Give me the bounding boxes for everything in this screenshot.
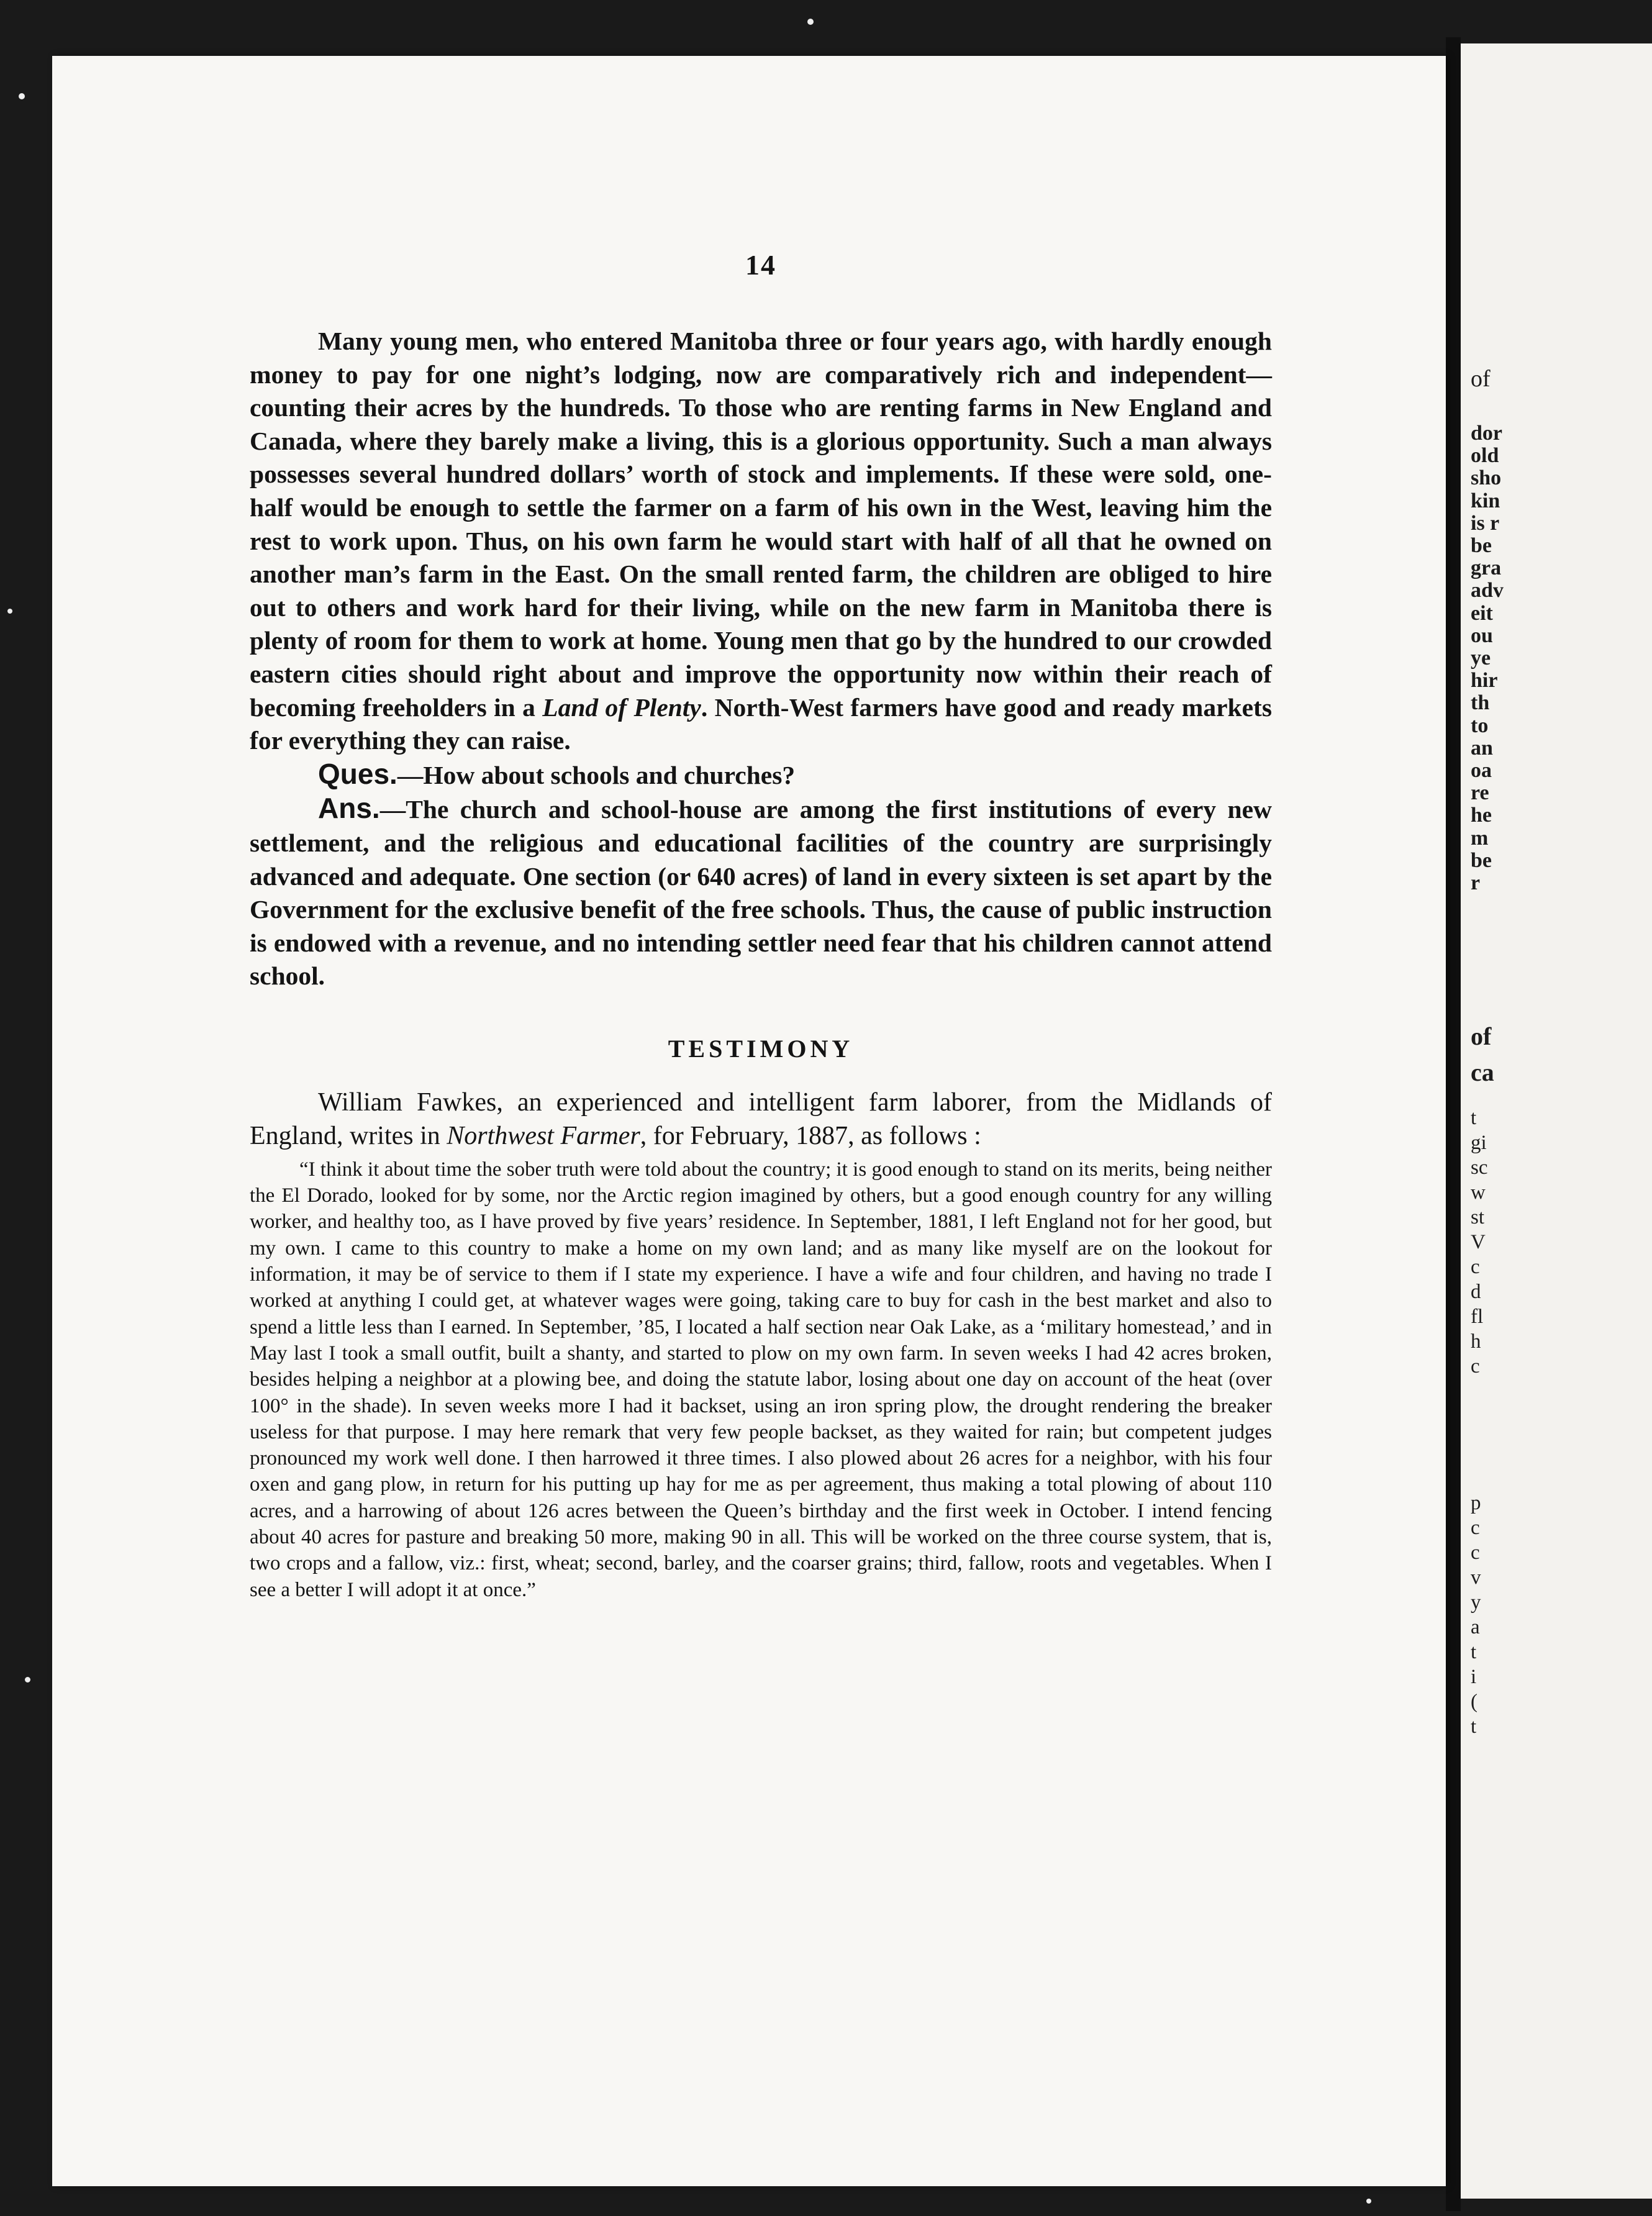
right-fragment-line: r [1471, 871, 1481, 895]
right-fragment-line: st [1471, 1206, 1485, 1228]
right-page-column-a [1471, 422, 1504, 894]
page-number: 14 [745, 249, 776, 281]
scan-speck [807, 19, 814, 25]
right-fragment-line: an [1471, 736, 1493, 760]
right-fragment-line: t [1471, 1715, 1477, 1738]
right-page-top-fragment [1471, 366, 1491, 391]
right-page-heading-fragment [1471, 1019, 1494, 1091]
right-fragment-line: sho [1471, 466, 1502, 490]
publication-title: Northwest Farmer [447, 1121, 640, 1150]
paragraph-text-end: . North-West farmers have good and ready markets for everything they can raise. [250, 692, 1272, 755]
right-fragment-line: V [1471, 1231, 1486, 1253]
right-fragment-line: kin [1471, 489, 1500, 512]
question-label: Ques. [318, 757, 397, 790]
scan-speck [1366, 2199, 1371, 2204]
right-fragment-line: th [1471, 691, 1490, 715]
right-fragment-line: gi [1471, 1132, 1487, 1154]
right-fragment-line: ou [1471, 624, 1493, 647]
right-fragment-line: v [1471, 1566, 1481, 1589]
right-fragment-line: old [1471, 444, 1499, 468]
right-fragment-line: oa [1471, 759, 1492, 783]
right-fragment-line: ( [1471, 1691, 1477, 1713]
right-fragment-line: i [1471, 1666, 1477, 1688]
right-fragment-line: c [1471, 1542, 1480, 1564]
right-fragment-line: c [1471, 1355, 1480, 1378]
right-fragment-line: sc [1471, 1156, 1488, 1179]
testimony-intro [250, 1086, 1272, 1153]
right-fragment-line: gra [1471, 556, 1502, 580]
right-fragment-line: t [1471, 1107, 1477, 1129]
right-fragment-line: dor [1471, 422, 1502, 445]
right-fragment-line: c [1471, 1256, 1480, 1278]
right-fragment-line: p [1471, 1492, 1481, 1514]
answer-text: —The church and school-house are among the first institutions of every new settlement, and the religious and educational facilities of the country are surprisingly advanced and adequate. One section (or 640 acres) of land in every sixteen is set apart by the Government for the exclusive benefit of the free schools. Thus, the cause of public instruction is endowed with a revenue, and no intending settler need fear that his children cannot attend school. [250, 795, 1272, 991]
right-fragment-heading: of [1471, 1022, 1492, 1050]
right-fragment-line: a [1471, 1616, 1480, 1638]
right-fragment-line: is r [1471, 511, 1500, 535]
right-fragment-line: be [1471, 534, 1492, 558]
right-fragment-line: adv [1471, 579, 1504, 602]
right-fragment-line: m [1471, 826, 1489, 850]
question-paragraph [250, 758, 1272, 792]
testimony-intro-text: William Fawkes, an experienced and intelligent farm laborer, from the Midlands of England, writes in [250, 1088, 1272, 1150]
right-fragment-top: of [1471, 366, 1491, 392]
land-of-plenty-italic: Land of Plenty [542, 692, 701, 722]
right-fragment-heading: ca [1471, 1058, 1494, 1086]
right-page-column-b [1471, 1106, 1488, 1379]
right-fragment-line: y [1471, 1591, 1481, 1614]
right-fragment-line: fl [1471, 1306, 1484, 1328]
book-gutter [1446, 37, 1461, 2211]
right-fragment-line: d [1471, 1281, 1481, 1303]
paragraph-text: Many young men, who entered Manitoba three or four years ago, with hardly enough money to pay for one night’s lodging, now are comparatively rich and independent—counting their acres by the hundreds. To those who are renting farms in New England and Canada, where they barely make a living, this is a glorious opportunity. Such a man always possesses several hundred dollars’ worth of stock and implements. If these were sold, one-half would be enough to settle the farmer on a farm of his own in the West, leaving him the rest to work upon. Thus, on his own farm he would start with half of all that he owned on another man’s farm in the East. On the small rented farm, the children are obliged to hire out to others and work hard for their living, while on the new farm in Manitoba there is plenty of room for them to work at home. Young men that go by the hundred to our crowded eastern cities should right about and improve the opportunity now within their reach of becoming freeholders in a [250, 327, 1272, 722]
right-fragment-line: hir [1471, 669, 1498, 692]
right-fragment-line: he [1471, 804, 1492, 827]
right-fragment-line: be [1471, 848, 1492, 872]
right-fragment-line: t [1471, 1641, 1477, 1663]
right-fragment-line: c [1471, 1517, 1480, 1539]
section-heading: TESTIMONY [668, 1034, 854, 1063]
question-text: —How about schools and churches? [397, 760, 796, 789]
paragraph-manitoba [250, 325, 1272, 758]
right-fragment-line: ye [1471, 647, 1491, 670]
right-fragment-line: h [1471, 1330, 1481, 1353]
right-fragment-line: w [1471, 1181, 1486, 1204]
right-page-column-c [1471, 1491, 1481, 1739]
answer-paragraph [250, 792, 1272, 993]
scan-speck [25, 1677, 30, 1682]
scan-speck [19, 93, 25, 99]
testimony-intro-end: , for February, 1887, as follows : [640, 1121, 981, 1150]
answer-label: Ans. [318, 792, 380, 825]
left-page-text [250, 248, 1272, 1603]
scan-speck [7, 609, 12, 614]
right-fragment-line: to [1471, 714, 1489, 737]
testimony-quote: “I think it about time the sober truth were told about the country; it is good enough to stand on its merits, being neither the El Dorado, looked for by some, nor the Arctic region imagined by others, but a good enough country for any willing worker, and healthy too, as I have proved by five years’ residence. In September, 1881, I left England not for her good, but my own. I came to this country to make a home on my own land; and as many like myself are on the lookout for information, it may be of service to them if I state my experience. I have a wife and four children, and having no trade I worked at anything I could get, at whatever wages were going, taking care to buy for cash in the best market and also to spend a little less than I earned. In September, ’85, I located a half section near Oak Lake, as a ‘military homestead,’ and in May last I took a small outfit, built a shanty, and started to plow on my own farm. In seven weeks I had 42 acres broken, besides helping a neighbor at a plowing bee, and doing the statute labor, losing about one day on account of the heat (over 100° in the shade). In seven weeks more I had it backset, using an iron spring plow, the drought rendering the breaker useless for that purpose. I may here remark that very few people backset, as they waited for rain; but competent judges pronounced my work well done. I then harrowed it three times. I also plowed about 26 acres for a neighbor, with his four oxen and gang plow, in return for his putting up hay for me as per agreement, thus making a total plowing of about 110 acres, and a harrowing of about 126 acres between the Queen’s birthday and the first week in October. I intend fencing about 40 acres for pasture and breaking 50 more, making 90 in all. This will be worked on the three course system, that is, two crops and a fallow, viz.: first, wheat; second, barley, and the coarser grains; third, fallow, roots and vegetables. When I see a better I will adopt it at once.” [250, 1158, 1272, 1601]
right-fragment-line: re [1471, 781, 1489, 805]
right-fragment-line: eit [1471, 601, 1493, 625]
